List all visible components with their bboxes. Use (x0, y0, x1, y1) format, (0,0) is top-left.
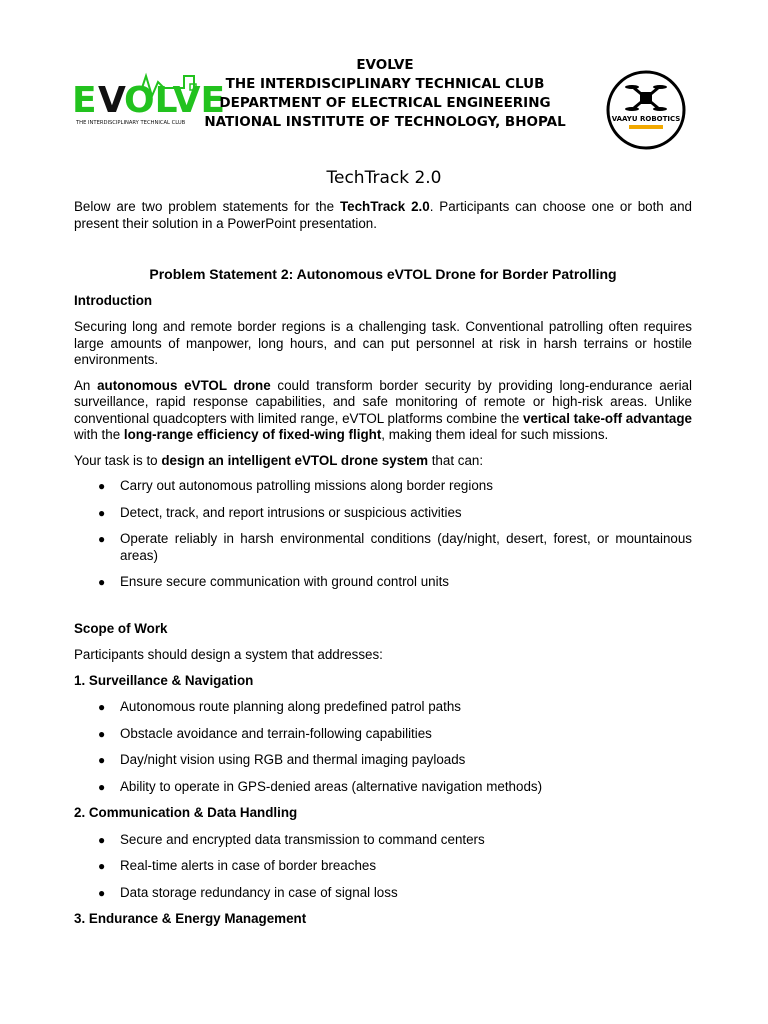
evolve-logo (72, 74, 226, 130)
section-2-list (74, 832, 692, 902)
document-body (74, 199, 692, 938)
svg-text:VAAYU ROBOTICS: VAAYU ROBOTICS (611, 115, 681, 123)
document-title: TechTrack 2.0 (326, 168, 442, 188)
header (200, 56, 570, 132)
svg-text:THE INTERDISCIPLINARY TECHNICA: THE INTERDISCIPLINARY TECHNICAL CLUB (76, 120, 186, 126)
header-club-desc: THE INTERDISCIPLINARY TECHNICAL CLUB (225, 76, 545, 92)
list-item: ● Real-time alerts in case of border breaches (98, 858, 377, 873)
list-item: ● Autonomous route planning along predefined patrol paths (98, 699, 461, 714)
section-3-heading: 3. Endurance & Energy Management (74, 911, 307, 926)
list-item: ● Secure and encrypted data transmission to command centers (98, 831, 485, 847)
header-department: DEPARTMENT OF ELECTRICAL ENGINEERING (219, 95, 551, 111)
scope-intro: Participants should design a system that addresses: (74, 647, 383, 662)
paragraph-2: An autonomous eVTOL drone could transform border security by providing long-endurance aerial surveillance, rapid response capabilities, and safe monitoring of remote or high-risk areas. Unlike conventional quadcopters with limited range, eVTOL platforms combine the vertical take-off advantage with the long-range efficiency of fixed-wing flight, making them ideal for such missions. (74, 377, 693, 442)
list-item: ● Data storage redundancy in case of signal loss (98, 884, 398, 900)
problem-statement-title: Problem Statement 2: Autonomous eVTOL Drone for Border Patrolling (149, 266, 617, 282)
header-club-name: EVOLVE (356, 57, 414, 73)
svg-text:OLVE: OLVE (124, 80, 226, 121)
list-item: ● Obstacle avoidance and terrain-following capabilities (98, 725, 432, 741)
svg-text:V: V (98, 80, 126, 121)
list-item: ● Carry out autonomous patrolling missions along border regions (98, 478, 493, 493)
list-item: ● Detect, track, and report intrusions or suspicious activities (98, 504, 462, 520)
vaayu-robotics-logo (602, 70, 690, 150)
section-1-heading: 1. Surveillance & Navigation (74, 672, 254, 688)
list-item: ● Operate reliably in harsh environmental conditions (day/night, desert, forest, or mountainous areas) (98, 531, 692, 563)
task-paragraph: Your task is to design an intelligent eVTOL drone system that can: (74, 452, 484, 468)
intro-paragraph: Below are two problem statements for the TechTrack 2.0. Participants can choose one or both and present their solution in a PowerPoint presentation. (74, 199, 692, 231)
section-2-heading: 2. Communication & Data Handling (74, 805, 298, 820)
list-item: ● Day/night vision using RGB and thermal imaging payloads (98, 752, 466, 767)
introduction-heading: Introduction (74, 292, 153, 308)
header-institute: NATIONAL INSTITUTE OF TECHNOLOGY, BHOPAL (204, 114, 566, 130)
scope-heading: Scope of Work (74, 620, 168, 636)
task-list (74, 478, 692, 591)
list-item: ● Ability to operate in GPS-denied areas (alternative navigation methods) (98, 778, 543, 794)
section-1-list (74, 699, 692, 795)
paragraph-1: Securing long and remote border regions is a challenging task. Conventional patrolling often requires large amounts of manpower, long hours, and can put personnel at risk in harsh terrains or hostile environments. (74, 319, 692, 367)
svg-text:E: E (72, 80, 97, 121)
list-item: ● Ensure secure communication with ground control units (98, 574, 449, 589)
